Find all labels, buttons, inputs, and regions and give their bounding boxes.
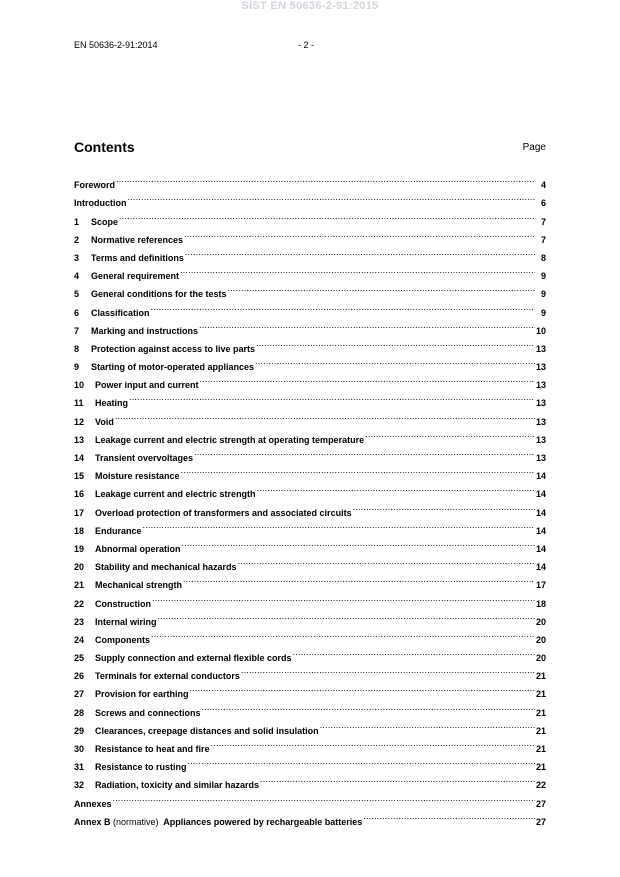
- toc-leader-dots: [320, 716, 535, 734]
- toc-entry-page: 13: [535, 380, 546, 391]
- toc-leader-dots: [353, 497, 535, 515]
- toc-entry-number: 28: [74, 707, 85, 718]
- toc-entry-page: 21: [535, 744, 546, 754]
- page-number: - 2 -: [298, 40, 315, 50]
- toc-entry-number: 9: [74, 362, 80, 373]
- toc-entry-page: 13: [535, 416, 546, 427]
- toc-entry-number: 4: [74, 271, 80, 282]
- toc-entry-title-text: Terms and definitions: [91, 252, 184, 263]
- toc-entry-title-text: Components: [95, 634, 150, 645]
- toc-entry[interactable]: [74, 170, 546, 191]
- toc-entry-title-text: General requirement: [91, 271, 180, 282]
- toc-leader-dots: [241, 661, 535, 679]
- toc-entry-title: [91, 231, 183, 249]
- toc-entry-title: [95, 758, 187, 776]
- page-column-label: Page: [522, 142, 546, 153]
- toc-entry-number: 14: [74, 453, 85, 463]
- toc-entry-number: 26: [74, 671, 85, 682]
- toc-leader-dots: [293, 643, 535, 661]
- toc-leader-dots: [115, 406, 535, 424]
- toc-leader-dots: [256, 334, 535, 352]
- toc-entry-page: 14: [535, 489, 546, 500]
- toc-entry-number: 30: [74, 744, 85, 754]
- toc-entry-title-text: Moisture resistance: [95, 471, 180, 482]
- toc-entry-page: 9: [540, 271, 546, 282]
- toc-entry-title-text: Transient overvoltages: [95, 453, 194, 463]
- toc-leader-dots: [143, 516, 535, 534]
- toc-entry-page: 13: [535, 362, 546, 373]
- toc-entry-page: 14: [535, 471, 546, 482]
- toc-entry-page: 18: [535, 598, 546, 609]
- toc-entry-title-text: Leakage current and electric strength at operating temperature: [95, 434, 365, 445]
- toc-entry-title-text: Endurance: [95, 525, 142, 536]
- toc-entry[interactable]: [74, 188, 546, 209]
- toc-entry-page: 14: [535, 562, 546, 573]
- toc-entry-page: 14: [535, 525, 546, 536]
- toc-entry-number: 6: [74, 307, 80, 318]
- table-of-contents: [74, 170, 546, 825]
- toc-entry-title: [95, 449, 193, 467]
- toc-leader-dots: [199, 316, 535, 334]
- toc-entry[interactable]: [74, 516, 546, 534]
- toc-entry-title: [91, 304, 150, 322]
- toc-leader-dots: [260, 770, 535, 788]
- toc-entry-title-text: Scope: [91, 216, 119, 227]
- toc-entry-number: 31: [74, 762, 85, 773]
- toc-entry-title: [91, 213, 118, 231]
- toc-entry-title-text: Annex B: [74, 816, 111, 827]
- toc-leader-dots: [185, 243, 535, 261]
- toc-leader-dots: [158, 607, 535, 625]
- toc-entry-page: 20: [535, 616, 546, 627]
- toc-leader-dots: [190, 679, 535, 697]
- toc-leader-dots: [188, 752, 535, 770]
- toc-leader-dots: [152, 588, 535, 606]
- toc-entry-number: 19: [74, 543, 85, 554]
- toc-entry-title-text: General conditions for the tests: [91, 289, 227, 300]
- toc-entry-number: 29: [74, 725, 85, 736]
- toc-entry-title: [91, 340, 255, 358]
- toc-leader-dots: [182, 534, 535, 552]
- toc-entry-title: [91, 322, 198, 340]
- toc-entry-title: [91, 267, 179, 285]
- toc-leader-dots: [180, 261, 535, 279]
- toc-entry-title-text: Resistance to heat and fire: [95, 744, 210, 754]
- toc-entry-number: 13: [74, 434, 85, 445]
- toc-entry-page: 27: [535, 798, 546, 809]
- toc-entry-page: 21: [535, 725, 546, 736]
- toc-entry-title-text: Heating: [95, 398, 129, 409]
- toc-entry-page: 9: [540, 289, 546, 300]
- toc-leader-dots: [128, 188, 536, 206]
- toc-entry-title: [95, 685, 189, 703]
- toc-entry[interactable]: [74, 534, 546, 552]
- toc-entry-number: 16: [74, 489, 85, 500]
- toc-entry-page: 13: [535, 453, 546, 463]
- toc-entry-title-text: Leakage current and electric strength: [95, 489, 256, 500]
- toc-leader-dots: [365, 425, 535, 443]
- toc-entry-page: 13: [535, 398, 546, 409]
- toc-entry-page: 17: [535, 580, 546, 591]
- toc-entry-number: 5: [74, 289, 80, 300]
- toc-leader-dots: [194, 443, 535, 461]
- toc-entry-title-text: Void: [95, 416, 114, 427]
- toc-entry-page: 21: [535, 762, 546, 773]
- toc-entry-page: 4: [540, 180, 546, 191]
- toc-entry-title-text: Supply connection and external flexible cords: [95, 653, 292, 664]
- toc-entry-number: 10: [74, 380, 85, 391]
- toc-entry-title-text: Overload protection of transformers and associated circuits: [95, 507, 352, 518]
- toc-entry-number: 3: [74, 252, 80, 263]
- toc-leader-dots: [116, 170, 535, 188]
- toc-entry[interactable]: [74, 206, 546, 227]
- toc-entry-number: 17: [74, 507, 85, 518]
- toc-entry-title: [95, 413, 114, 431]
- toc-entry-number: 12: [74, 416, 85, 427]
- toc-leader-dots: [129, 388, 535, 406]
- toc-entry-page: 20: [535, 634, 546, 645]
- toc-entry-title: [95, 595, 151, 613]
- toc-leader-dots: [113, 788, 535, 806]
- toc-entry-number: 8: [74, 343, 80, 354]
- toc-leader-dots: [238, 552, 535, 570]
- toc-entry-title-text: Clearances, creepage distances and solid insulation: [95, 725, 319, 736]
- toc-entry-title-text: Screws and connections: [95, 707, 201, 718]
- toc-entry-title-text: Resistance to rusting: [95, 762, 187, 773]
- toc-entry-number: 22: [74, 598, 85, 609]
- toc-entry-title-text: Provision for earthing: [95, 689, 189, 700]
- toc-entry-page: 27: [535, 816, 546, 827]
- toc-entry-page: 14: [535, 507, 546, 518]
- toc-leader-dots: [363, 807, 535, 825]
- toc-entry-title-text: Internal wiring: [95, 616, 157, 627]
- contents-title: Contents: [74, 139, 135, 155]
- toc-entry[interactable]: [74, 425, 546, 443]
- toc-entry-title: [95, 485, 256, 503]
- toc-entry-page: 13: [535, 343, 546, 354]
- toc-entry-number: 32: [74, 780, 85, 791]
- toc-leader-dots: [119, 206, 535, 224]
- toc-entry-title-text: Mechanical strength: [95, 580, 183, 591]
- toc-entry-number: 20: [74, 562, 85, 573]
- toc-entry-page: 21: [535, 689, 546, 700]
- toc-entry[interactable]: [74, 388, 546, 409]
- toc-entry-page: 21: [535, 671, 546, 682]
- toc-entry[interactable]: [74, 225, 546, 243]
- toc-entry[interactable]: [74, 406, 546, 427]
- toc-entry-title-text: Abnormal operation: [95, 543, 181, 554]
- toc-entry[interactable]: [74, 788, 546, 809]
- toc-entry-subtitle: Appliances powered by rechargeable batteries: [163, 816, 363, 827]
- toc-leader-dots: [211, 734, 535, 752]
- toc-entry-title-text: Protection against access to live parts: [91, 343, 256, 354]
- toc-entry-title: [74, 813, 362, 831]
- toc-entry-page: 10: [535, 325, 546, 336]
- toc-entry[interactable]: [74, 807, 546, 825]
- toc-entry-title-text: Marking and instructions: [91, 325, 199, 336]
- toc-entry-page: 13: [535, 434, 546, 445]
- toc-leader-dots: [184, 225, 535, 243]
- toc-entry-title: [91, 249, 184, 267]
- toc-entry-number: 24: [74, 634, 85, 645]
- toc-entry-page: 7: [540, 234, 546, 245]
- toc-entry-title: [74, 795, 112, 813]
- toc-leader-dots: [181, 461, 535, 479]
- toc-entry-title-text: Annexes: [74, 798, 112, 809]
- toc-leader-dots: [200, 370, 535, 388]
- toc-entry-title-text: Normative references: [91, 234, 184, 245]
- toc-entry-title-text: Foreword: [74, 180, 116, 191]
- toc-leader-dots: [151, 625, 535, 643]
- toc-entry-number: 27: [74, 689, 85, 700]
- toc-entry-page: 6: [540, 198, 546, 209]
- toc-entry-title-text: Starting of motor-operated appliances: [91, 362, 255, 373]
- toc-entry-number: 21: [74, 580, 85, 591]
- toc-leader-dots: [255, 352, 535, 370]
- watermark: SIST EN 50636-2-91:2015: [241, 0, 379, 12]
- toc-entry-title-text: Classification: [91, 307, 150, 318]
- toc-entry-number: 23: [74, 616, 85, 627]
- toc-entry-title-text: Stability and mechanical hazards: [95, 562, 237, 573]
- toc-entry-title: [95, 613, 157, 631]
- toc-entry-note: (normative): [113, 816, 159, 827]
- toc-entry-title: [95, 467, 180, 485]
- toc-entry-title: [95, 631, 150, 649]
- toc-entry-title-text: Power input and current: [95, 380, 199, 391]
- toc-entry-number: 11: [74, 398, 84, 409]
- toc-entry-page: 8: [540, 252, 546, 263]
- toc-entry-page: 20: [535, 653, 546, 664]
- toc-entry-title-text: Introduction: [74, 198, 127, 209]
- toc-entry-page: 21: [535, 707, 546, 718]
- toc-entry-number: 25: [74, 653, 85, 664]
- toc-leader-dots: [183, 570, 535, 588]
- toc-entry-page: 7: [540, 216, 546, 227]
- toc-entry-title-text: Radiation, toxicity and similar hazards: [95, 780, 260, 791]
- toc-leader-dots: [151, 297, 535, 315]
- toc-entry-title: [95, 540, 181, 558]
- toc-entry-page: 14: [535, 543, 546, 554]
- toc-leader-dots: [228, 279, 535, 297]
- toc-entry-title-text: Construction: [95, 598, 151, 609]
- toc-entry-number: 7: [74, 325, 80, 336]
- toc-entry-title-text: Terminals for external conductors: [95, 671, 240, 682]
- document-id: EN 50636-2-91:2014: [74, 40, 158, 50]
- toc-entry-page: 22: [535, 780, 546, 791]
- toc-entry-page: 9: [540, 307, 546, 318]
- toc-entry-number: 2: [74, 234, 80, 245]
- toc-leader-dots: [257, 479, 535, 497]
- toc-entry-number: 15: [74, 471, 85, 482]
- toc-entry-number: 18: [74, 525, 85, 536]
- toc-entry-title: [74, 176, 115, 194]
- toc-leader-dots: [202, 697, 535, 715]
- toc-entry-number: 1: [74, 216, 80, 227]
- toc-entry-title: [95, 522, 142, 540]
- toc-entry-title: [95, 704, 201, 722]
